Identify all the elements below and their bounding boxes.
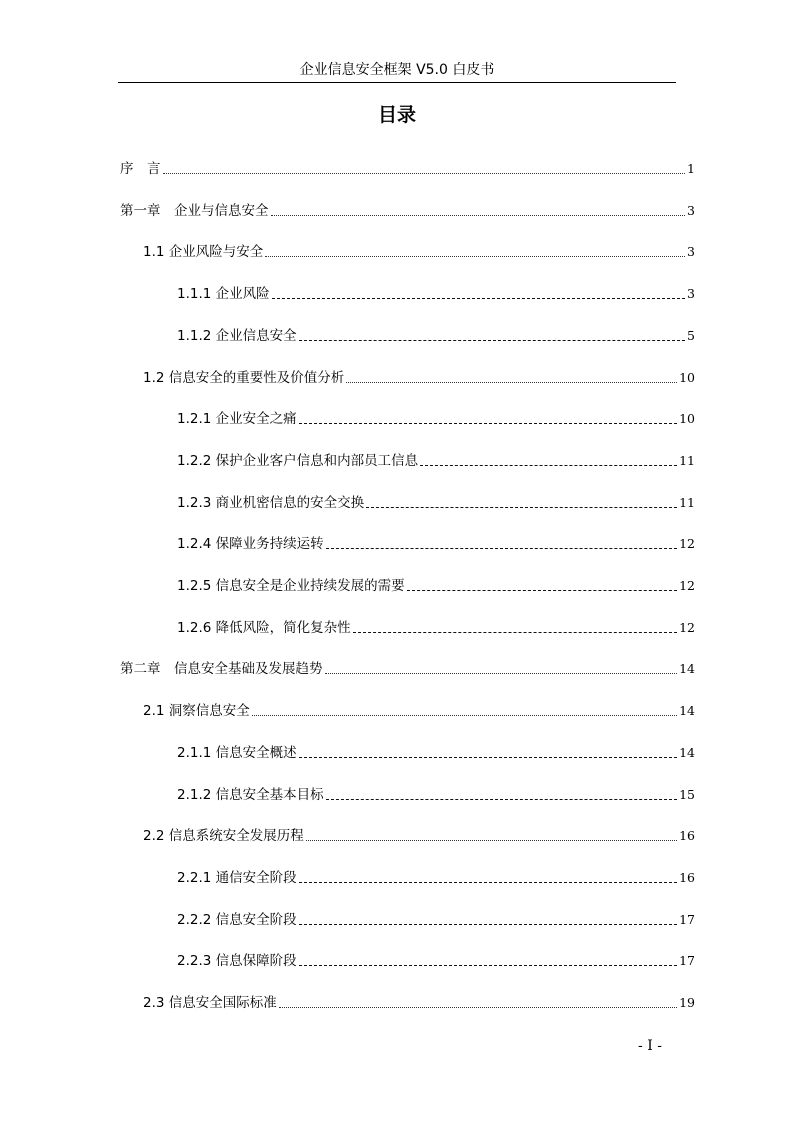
- toc-entry-page: 11: [679, 453, 695, 468]
- toc-entry[interactable]: [143, 242, 695, 262]
- toc-entry-label: 1.2.6 降低风险，简化复杂性: [177, 620, 351, 636]
- toc-entry-label: 第一章 企业与信息安全: [120, 203, 269, 219]
- toc-entry[interactable]: [177, 576, 695, 596]
- toc-entry[interactable]: [177, 451, 695, 471]
- toc-entry-label: 2.2.1 通信安全阶段: [177, 870, 297, 886]
- running-header: 企业信息安全框架 V5.0 白皮书: [299, 62, 495, 78]
- toc-entry[interactable]: [143, 368, 695, 388]
- toc-entry[interactable]: [120, 159, 695, 179]
- toc-leader: [252, 715, 677, 716]
- toc-entry[interactable]: [143, 826, 695, 846]
- toc-entry-label: 2.2.3 信息保障阶段: [177, 953, 297, 969]
- header-rule: [118, 82, 676, 83]
- toc-entry[interactable]: [177, 493, 695, 513]
- toc-entry-page: 3: [687, 286, 695, 301]
- toc-entry[interactable]: [120, 201, 695, 221]
- toc-entry[interactable]: [177, 868, 695, 888]
- toc-leader: [346, 382, 677, 383]
- toc-entry-label: 1.2.3 商业机密信息的安全交换: [177, 495, 365, 511]
- toc-entry-page: 5: [687, 328, 695, 343]
- toc-entry-page: 17: [679, 912, 695, 927]
- toc-leader: [279, 1007, 677, 1008]
- toc-entry-page: 14: [679, 661, 695, 676]
- toc-entry-page: 19: [679, 995, 695, 1010]
- toc-entry-label: 第二章 信息安全基础及发展趋势: [120, 661, 323, 677]
- toc-entry[interactable]: [177, 910, 695, 930]
- toc-leader: [272, 298, 685, 299]
- toc-entry-page: 15: [679, 787, 695, 802]
- toc-entry-label: 1.2.1 企业安全之痛: [177, 411, 297, 427]
- toc-entry-label: 1.2.4 保障业务持续运转: [177, 536, 324, 552]
- toc-leader: [299, 965, 677, 966]
- toc-entry-page: 10: [679, 411, 695, 426]
- toc-entry-page: 11: [679, 495, 695, 510]
- toc-leader: [366, 507, 677, 508]
- toc-entry-page: 14: [679, 745, 695, 760]
- toc-leader: [271, 215, 686, 216]
- toc-entry-label: 2.3 信息安全国际标准: [143, 995, 277, 1011]
- toc-entry-page: 1: [687, 161, 695, 176]
- toc-entry-label: 1.1.2 企业信息安全: [177, 328, 297, 344]
- toc-entry-label: 1.2.2 保护企业客户信息和内部员工信息: [177, 453, 419, 469]
- toc-entry[interactable]: [120, 659, 695, 679]
- toc-entry-label: 1.2 信息安全的重要性及价值分析: [143, 370, 345, 386]
- toc-entry[interactable]: [177, 951, 695, 971]
- toc-leader: [420, 465, 677, 466]
- toc-leader: [299, 423, 677, 424]
- toc-entry-label: 2.2 信息系统安全发展历程: [143, 828, 304, 844]
- toc-entry-page: 12: [679, 536, 695, 551]
- toc-entry-label: 序 言: [120, 161, 161, 177]
- toc-entry-label: 2.1.1 信息安全概述: [177, 745, 297, 761]
- toc-entry-page: 3: [687, 203, 695, 218]
- toc-entry-label: 2.2.2 信息安全阶段: [177, 912, 297, 928]
- toc-entry-label: 2.1 洞察信息安全: [143, 703, 250, 719]
- toc-entry-page: 14: [679, 703, 695, 718]
- toc-leader: [299, 882, 677, 883]
- toc-entry[interactable]: [177, 785, 695, 805]
- toc-entry[interactable]: [143, 993, 695, 1013]
- toc-entry-page: 10: [679, 370, 695, 385]
- toc-leader: [325, 673, 678, 674]
- toc-leader: [163, 173, 686, 174]
- toc-leader: [407, 590, 677, 591]
- toc-entry[interactable]: [177, 284, 695, 304]
- toc-entry-page: 17: [679, 953, 695, 968]
- toc-entry-page: 12: [679, 620, 695, 635]
- toc-entry[interactable]: [143, 701, 695, 721]
- toc-entry[interactable]: [177, 743, 695, 763]
- toc-entry[interactable]: [177, 326, 695, 346]
- toc-leader: [306, 840, 677, 841]
- toc-entry[interactable]: [177, 618, 695, 638]
- toc-leader: [299, 757, 677, 758]
- toc-title: 目录: [377, 104, 416, 126]
- toc-entry-page: 16: [679, 870, 695, 885]
- toc-entry-label: 2.1.2 信息安全基本目标: [177, 787, 324, 803]
- toc-entry-label: 1.2.5 信息安全是企业持续发展的需要: [177, 578, 405, 594]
- toc-leader: [353, 632, 677, 633]
- page-number: - I -: [638, 1038, 662, 1054]
- toc-entry-page: 12: [679, 578, 695, 593]
- toc-leader: [299, 924, 677, 925]
- toc-entry-page: 16: [679, 828, 695, 843]
- toc-leader: [326, 548, 677, 549]
- toc-entry-label: 1.1 企业风险与安全: [143, 244, 264, 260]
- toc-leader: [299, 340, 685, 341]
- toc-entry[interactable]: [177, 534, 695, 554]
- toc-entry-label: 1.1.1 企业风险: [177, 286, 270, 302]
- toc-leader: [326, 799, 677, 800]
- toc-leader: [265, 256, 685, 257]
- toc-entry[interactable]: [177, 409, 695, 429]
- toc-entry-page: 3: [687, 244, 695, 259]
